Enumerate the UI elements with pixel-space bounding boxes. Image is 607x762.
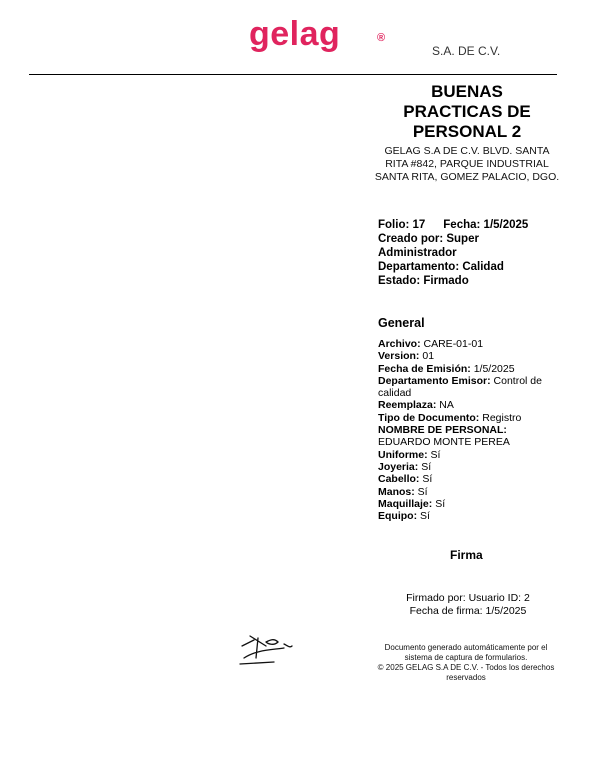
field-archivo [378,338,556,350]
field-value: Sí [422,473,433,486]
field-value: NA [439,399,454,412]
company-logo: gelag [249,15,341,53]
field-label: Maquillaje: [378,497,433,510]
field-uniforme [378,449,556,461]
field-label: Fecha de Emisión: [378,362,471,375]
field-value: 1/5/2025 [473,362,515,375]
field-label: Joyeria: [378,460,419,473]
field-tipo-documento [378,412,556,424]
field-fecha-emision [378,363,556,375]
field-value: Sí [421,460,432,473]
footer-line: Documento generado automáticamente por el sistema de captura de formularios. [384,643,548,662]
footer-line: © 2025 GELAG S.A DE C.V. - Todos los derechos reservados [377,663,555,682]
fecha: Fecha: 1/5/2025 [443,219,529,231]
field-label: Version: [378,350,420,363]
field-value: 01 [422,350,435,363]
document-footer [372,643,560,683]
signature-info [380,592,556,618]
header-divider [29,74,557,75]
title-line: PERSONAL 2 [412,122,522,141]
departamento: Departamento: Calidad [378,261,504,273]
firmado-por: Firmado por: Usuario ID: 2 [406,592,530,604]
field-equipo [378,510,556,522]
field-label: Tipo de Documento: [378,411,480,424]
folio: Folio: 17 [378,219,426,231]
field-label: Uniforme: [378,448,428,461]
handwritten-signature [236,632,296,668]
field-label: Departamento Emisor: [378,374,491,387]
field-value: Registro [482,411,522,424]
field-value: EDUARDO MONTE PEREA [378,436,510,449]
folio-date-row [378,218,558,232]
title-line: BUENAS [431,82,503,101]
document-meta [378,218,558,288]
field-label: Manos: [378,485,415,498]
field-label: Cabello: [378,473,420,486]
field-joyeria [378,461,556,473]
field-label: Reemplaza: [378,399,437,412]
fecha-firma: Fecha de firma: 1/5/2025 [409,605,527,617]
firma-heading: Firma [450,548,483,562]
field-value: Control de calidad [378,374,542,400]
field-value: Sí [430,448,441,461]
field-departamento-emisor [378,375,556,400]
document-title [372,82,562,142]
title-line: PRACTICAS DE [403,102,531,121]
field-label: Archivo: [378,338,421,350]
company-address: GELAG S.A DE C.V. BLVD. SANTA RITA #842, PARQUE INDUSTRIAL SANTA RITA, GOMEZ PALACIO, DGO. [374,145,560,183]
company-suffix: S.A. DE C.V. [432,44,501,58]
field-nombre-value [378,436,556,448]
field-nombre-personal [378,424,556,436]
general-heading: General [378,316,425,330]
creado-por: Creado por: Super Administrador [378,233,479,259]
field-reemplaza [378,399,556,411]
field-maquillaje [378,498,556,510]
field-cabello [378,473,556,485]
field-label: Equipo: [378,510,418,523]
estado: Estado: Firmado [378,275,469,287]
field-value: CARE-01-01 [423,338,484,350]
field-value: Sí [417,485,428,498]
field-value: Sí [420,510,430,523]
field-label: NOMBRE DE PERSONAL: [378,424,507,437]
general-fields [378,338,556,522]
field-manos [378,486,556,498]
field-value: Sí [435,497,446,510]
registered-mark: ® [377,32,386,44]
field-version [378,350,556,362]
